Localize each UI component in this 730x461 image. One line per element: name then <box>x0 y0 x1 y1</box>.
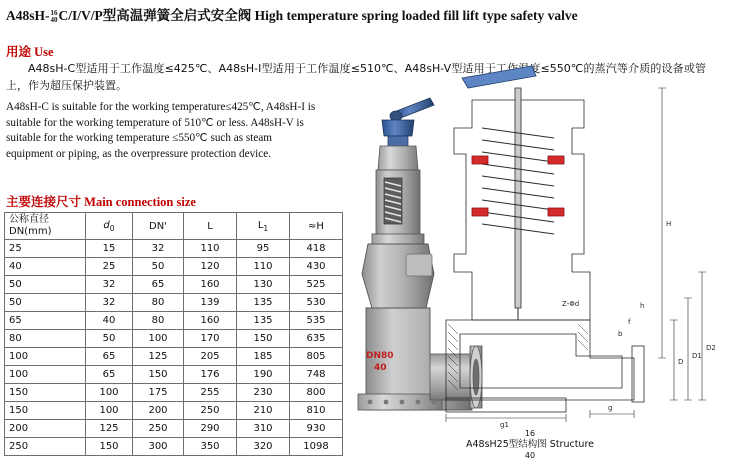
title-fraction-bottom: 40 <box>50 15 58 24</box>
cell-l: 290 <box>184 420 237 438</box>
cell-dn-prime: 50 <box>133 258 184 276</box>
cell-dn-prime: 250 <box>133 420 184 438</box>
cell-dn: 50 <box>5 294 86 312</box>
table-row <box>5 258 343 276</box>
cell-l1: 150 <box>237 330 290 348</box>
cell-l: 250 <box>184 402 237 420</box>
cell-dn-prime: 80 <box>133 294 184 312</box>
table-header-l1 <box>237 213 290 240</box>
table-row <box>5 330 343 348</box>
cell-l: 350 <box>184 438 237 456</box>
cell-l1: 230 <box>237 384 290 402</box>
cell-h: 430 <box>290 258 343 276</box>
cell-dn: 200 <box>5 420 86 438</box>
table-row <box>5 294 343 312</box>
cell-h: 530 <box>290 294 343 312</box>
cell-d0: 100 <box>86 402 133 420</box>
cell-dn-prime: 150 <box>133 366 184 384</box>
table-header-row <box>5 213 343 240</box>
cell-dn: 100 <box>5 366 86 384</box>
cell-h: 748 <box>290 366 343 384</box>
cell-h: 418 <box>290 240 343 258</box>
valve-section-drawing <box>446 66 716 429</box>
cell-dn: 250 <box>5 438 86 456</box>
table-header-dn-en: DN(mm) <box>9 226 52 237</box>
dim-f: f <box>628 318 631 326</box>
table-header-dn-cn: 公称直径 <box>9 214 49 225</box>
cell-l1: 210 <box>237 402 290 420</box>
cell-l: 176 <box>184 366 237 384</box>
cell-dn-prime: 80 <box>133 312 184 330</box>
caption-fraction-top: 16 <box>524 429 536 438</box>
cell-h: 800 <box>290 384 343 402</box>
table-header-dn-prime: DN' <box>133 213 184 240</box>
cell-dn: 65 <box>5 312 86 330</box>
cell-l1: 135 <box>237 312 290 330</box>
dim-h: h <box>640 302 645 310</box>
section-stem <box>515 88 521 308</box>
cell-l: 160 <box>184 276 237 294</box>
cell-l1: 190 <box>237 366 290 384</box>
title-english: High temperature spring loaded fill lift type safety valve <box>254 8 578 23</box>
table-row <box>5 312 343 330</box>
table-header-l1-sub: 1 <box>263 223 269 233</box>
dim-D2: D2 <box>706 344 716 352</box>
cell-l1: 310 <box>237 420 290 438</box>
table-row <box>5 240 343 258</box>
table-row <box>5 366 343 384</box>
cell-l1: 95 <box>237 240 290 258</box>
cell-h: 1098 <box>290 438 343 456</box>
table-row <box>5 384 343 402</box>
cell-d0: 65 <box>86 348 133 366</box>
cell-l: 110 <box>184 240 237 258</box>
dim-D1: D1 <box>692 352 702 360</box>
cell-dn: 80 <box>5 330 86 348</box>
cell-h: 635 <box>290 330 343 348</box>
seal-upper-left <box>472 156 488 164</box>
table-row <box>5 438 343 456</box>
cap-neck <box>388 136 408 146</box>
dim-nd: Z-Φd <box>562 300 580 308</box>
valve-illustration-svg <box>322 58 728 430</box>
table-header-h: ≈H <box>290 213 343 240</box>
table-header-l: L <box>184 213 237 240</box>
lever-pivot <box>390 111 402 121</box>
seal-upper-right <box>548 156 564 164</box>
table-header-l1-label: L <box>257 219 264 231</box>
cell-l1: 130 <box>237 276 290 294</box>
cell-dn-prime: 100 <box>133 330 184 348</box>
table-header-d0-label: d <box>103 219 110 231</box>
use-paragraph-en: A48sH-C is suitable for the working temperature≤425℃, A48sH-I is suitable for the working temperature of 510℃ or less. A48sH-V is suitable for the working temperature ≤550℃ such as steam equipment or piping, as the overpressure protection device. <box>6 101 316 160</box>
use-heading-en: Use <box>34 45 54 59</box>
cell-d0: 32 <box>86 294 133 312</box>
nameplate <box>406 254 432 276</box>
dim-b: b <box>618 330 623 338</box>
title-fraction <box>51 10 58 24</box>
cell-d0: 40 <box>86 312 133 330</box>
caption-model: A48sH25型结构图 Structure <box>466 439 594 450</box>
cell-d0: 50 <box>86 330 133 348</box>
title-model-suffix: C/I/V/P型高温弹簧全启式安全阀 <box>58 8 252 23</box>
size-heading-cn: 主要连接尺寸 <box>6 195 82 209</box>
table-row <box>5 348 343 366</box>
cell-dn: 25 <box>5 240 86 258</box>
cell-dn-prime: 125 <box>133 348 184 366</box>
table-row <box>5 276 343 294</box>
outlet-bore <box>473 359 479 395</box>
body-label-pn: 40 <box>374 363 387 373</box>
table-row <box>5 420 343 438</box>
valve-illustration <box>322 58 728 430</box>
cell-d0: 25 <box>86 258 133 276</box>
cell-l1: 320 <box>237 438 290 456</box>
cell-dn-prime: 175 <box>133 384 184 402</box>
cell-l1: 185 <box>237 348 290 366</box>
cell-d0: 65 <box>86 366 133 384</box>
cell-l: 205 <box>184 348 237 366</box>
seal-lower-right <box>548 208 564 216</box>
table-header-d0-sub: 0 <box>109 223 115 233</box>
caption-fraction-bottom: 40 <box>524 451 536 460</box>
title-model-prefix: A48sH- <box>6 8 50 23</box>
page-title <box>6 4 724 24</box>
table-header-d0 <box>86 213 133 240</box>
body-label-dn: DN80 <box>366 351 394 361</box>
cell-d0: 150 <box>86 438 133 456</box>
connection-size-table <box>4 212 343 456</box>
cell-l: 120 <box>184 258 237 276</box>
section-lever <box>462 66 536 88</box>
cell-l: 160 <box>184 312 237 330</box>
dim-H: H <box>666 220 672 228</box>
cell-dn: 150 <box>5 402 86 420</box>
use-heading <box>6 42 54 60</box>
cell-h: 805 <box>290 348 343 366</box>
title-fraction-top: 16 <box>50 8 58 17</box>
cell-l1: 135 <box>237 294 290 312</box>
outlet-pipe <box>430 354 474 400</box>
cell-d0: 100 <box>86 384 133 402</box>
cell-dn: 150 <box>5 384 86 402</box>
section-body-inner <box>460 334 622 388</box>
cell-d0: 15 <box>86 240 133 258</box>
cell-h: 535 <box>290 312 343 330</box>
dim-g1: g1 <box>500 421 509 429</box>
table-header-dn <box>5 213 86 240</box>
cell-h: 525 <box>290 276 343 294</box>
cell-dn: 50 <box>5 276 86 294</box>
size-heading-en: Main connection size <box>84 195 196 209</box>
table-row <box>5 402 343 420</box>
dim-g: g <box>608 404 613 412</box>
cell-l1: 110 <box>237 258 290 276</box>
use-paragraph-cn-text: A48sH-C型适用于工作温度≤425℃、A48sH-I型适用于工作温度≤510℃、A48sH-V型适用于工作温度≤550℃的蒸汽等介质的设备或管上，作为超压保护装置。 <box>6 62 706 92</box>
dimension-lines <box>446 88 706 422</box>
cell-dn-prime: 65 <box>133 276 184 294</box>
seal-lower-left <box>472 208 488 216</box>
use-heading-cn: 用途 <box>6 45 32 59</box>
cell-d0: 32 <box>86 276 133 294</box>
cell-d0: 125 <box>86 420 133 438</box>
cell-l: 255 <box>184 384 237 402</box>
valve-cap <box>382 120 414 136</box>
housing-flange <box>372 234 424 244</box>
table-body <box>5 240 343 456</box>
cell-dn: 100 <box>5 348 86 366</box>
cell-dn-prime: 200 <box>133 402 184 420</box>
cell-dn: 40 <box>5 258 86 276</box>
cell-h: 930 <box>290 420 343 438</box>
cell-dn-prime: 300 <box>133 438 184 456</box>
cell-l: 139 <box>184 294 237 312</box>
cell-h: 810 <box>290 402 343 420</box>
dim-D: D <box>678 358 684 366</box>
cell-l: 170 <box>184 330 237 348</box>
drawing-caption <box>430 428 630 461</box>
size-heading <box>6 192 196 210</box>
bonnet-top <box>378 146 418 170</box>
cell-dn-prime: 32 <box>133 240 184 258</box>
